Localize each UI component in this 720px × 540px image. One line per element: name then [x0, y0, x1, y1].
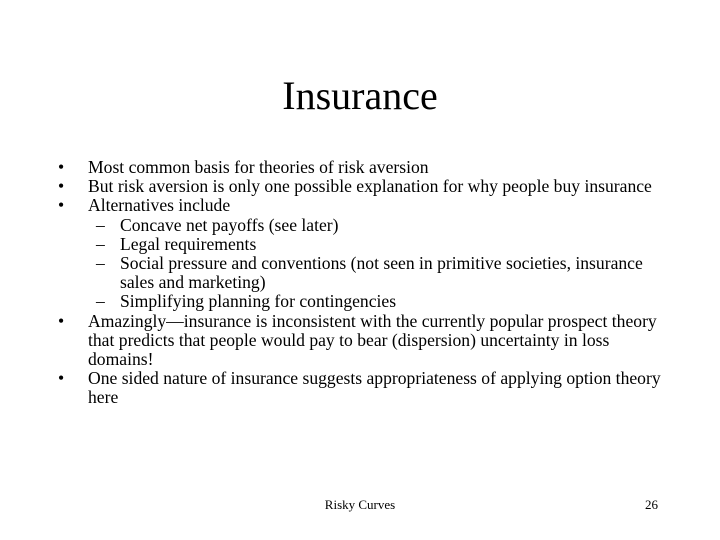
footer-title: Risky Curves [324, 497, 396, 512]
sub-bullet-item [58, 235, 678, 254]
sub-bullet-text: Legal requirements [120, 233, 257, 254]
bullet-text: One sided nature of insurance suggests appropriateness of applying option theory here [88, 368, 661, 408]
bullet-item [58, 177, 678, 196]
bullet-item [58, 196, 678, 215]
bullet-marker: • [58, 195, 65, 216]
sub-bullet-item [58, 292, 678, 311]
bullet-text: Amazingly—insurance is inconsistent with the currently popular prospect theory that predicts that people would pay to bear (dispersion) uncertainty in loss domains! [88, 310, 657, 370]
sub-bullet-item [58, 254, 678, 292]
sub-bullet-item [58, 216, 678, 235]
bullet-list [58, 158, 678, 408]
sub-bullet-text: Concave net payoffs (see later) [120, 214, 339, 235]
bullet-item [58, 312, 678, 370]
bullet-marker: • [58, 368, 65, 389]
bullet-text: But risk aversion is only one possible explanation for why people buy insurance [88, 176, 652, 197]
bullet-marker: • [58, 176, 65, 197]
sub-bullet-text: Social pressure and conventions (not seen in primitive societies, insurance sales and marketing) [120, 253, 643, 293]
bullet-item [58, 158, 678, 177]
sub-bullet-text: Simplifying planning for contingencies [120, 291, 397, 312]
bullet-text: Most common basis for theories of risk aversion [88, 157, 429, 177]
sub-bullet-marker: – [96, 233, 105, 254]
sub-bullet-marker: – [96, 253, 105, 274]
sub-bullet-marker: – [96, 291, 105, 312]
sub-bullet-marker: – [96, 214, 105, 235]
page-number: 26 [645, 497, 658, 512]
bullet-text: Alternatives include [88, 195, 231, 216]
bullet-item [58, 369, 678, 407]
bullet-marker: • [58, 157, 65, 177]
bullet-marker: • [58, 310, 65, 331]
slide-title: Insurance [282, 73, 438, 118]
